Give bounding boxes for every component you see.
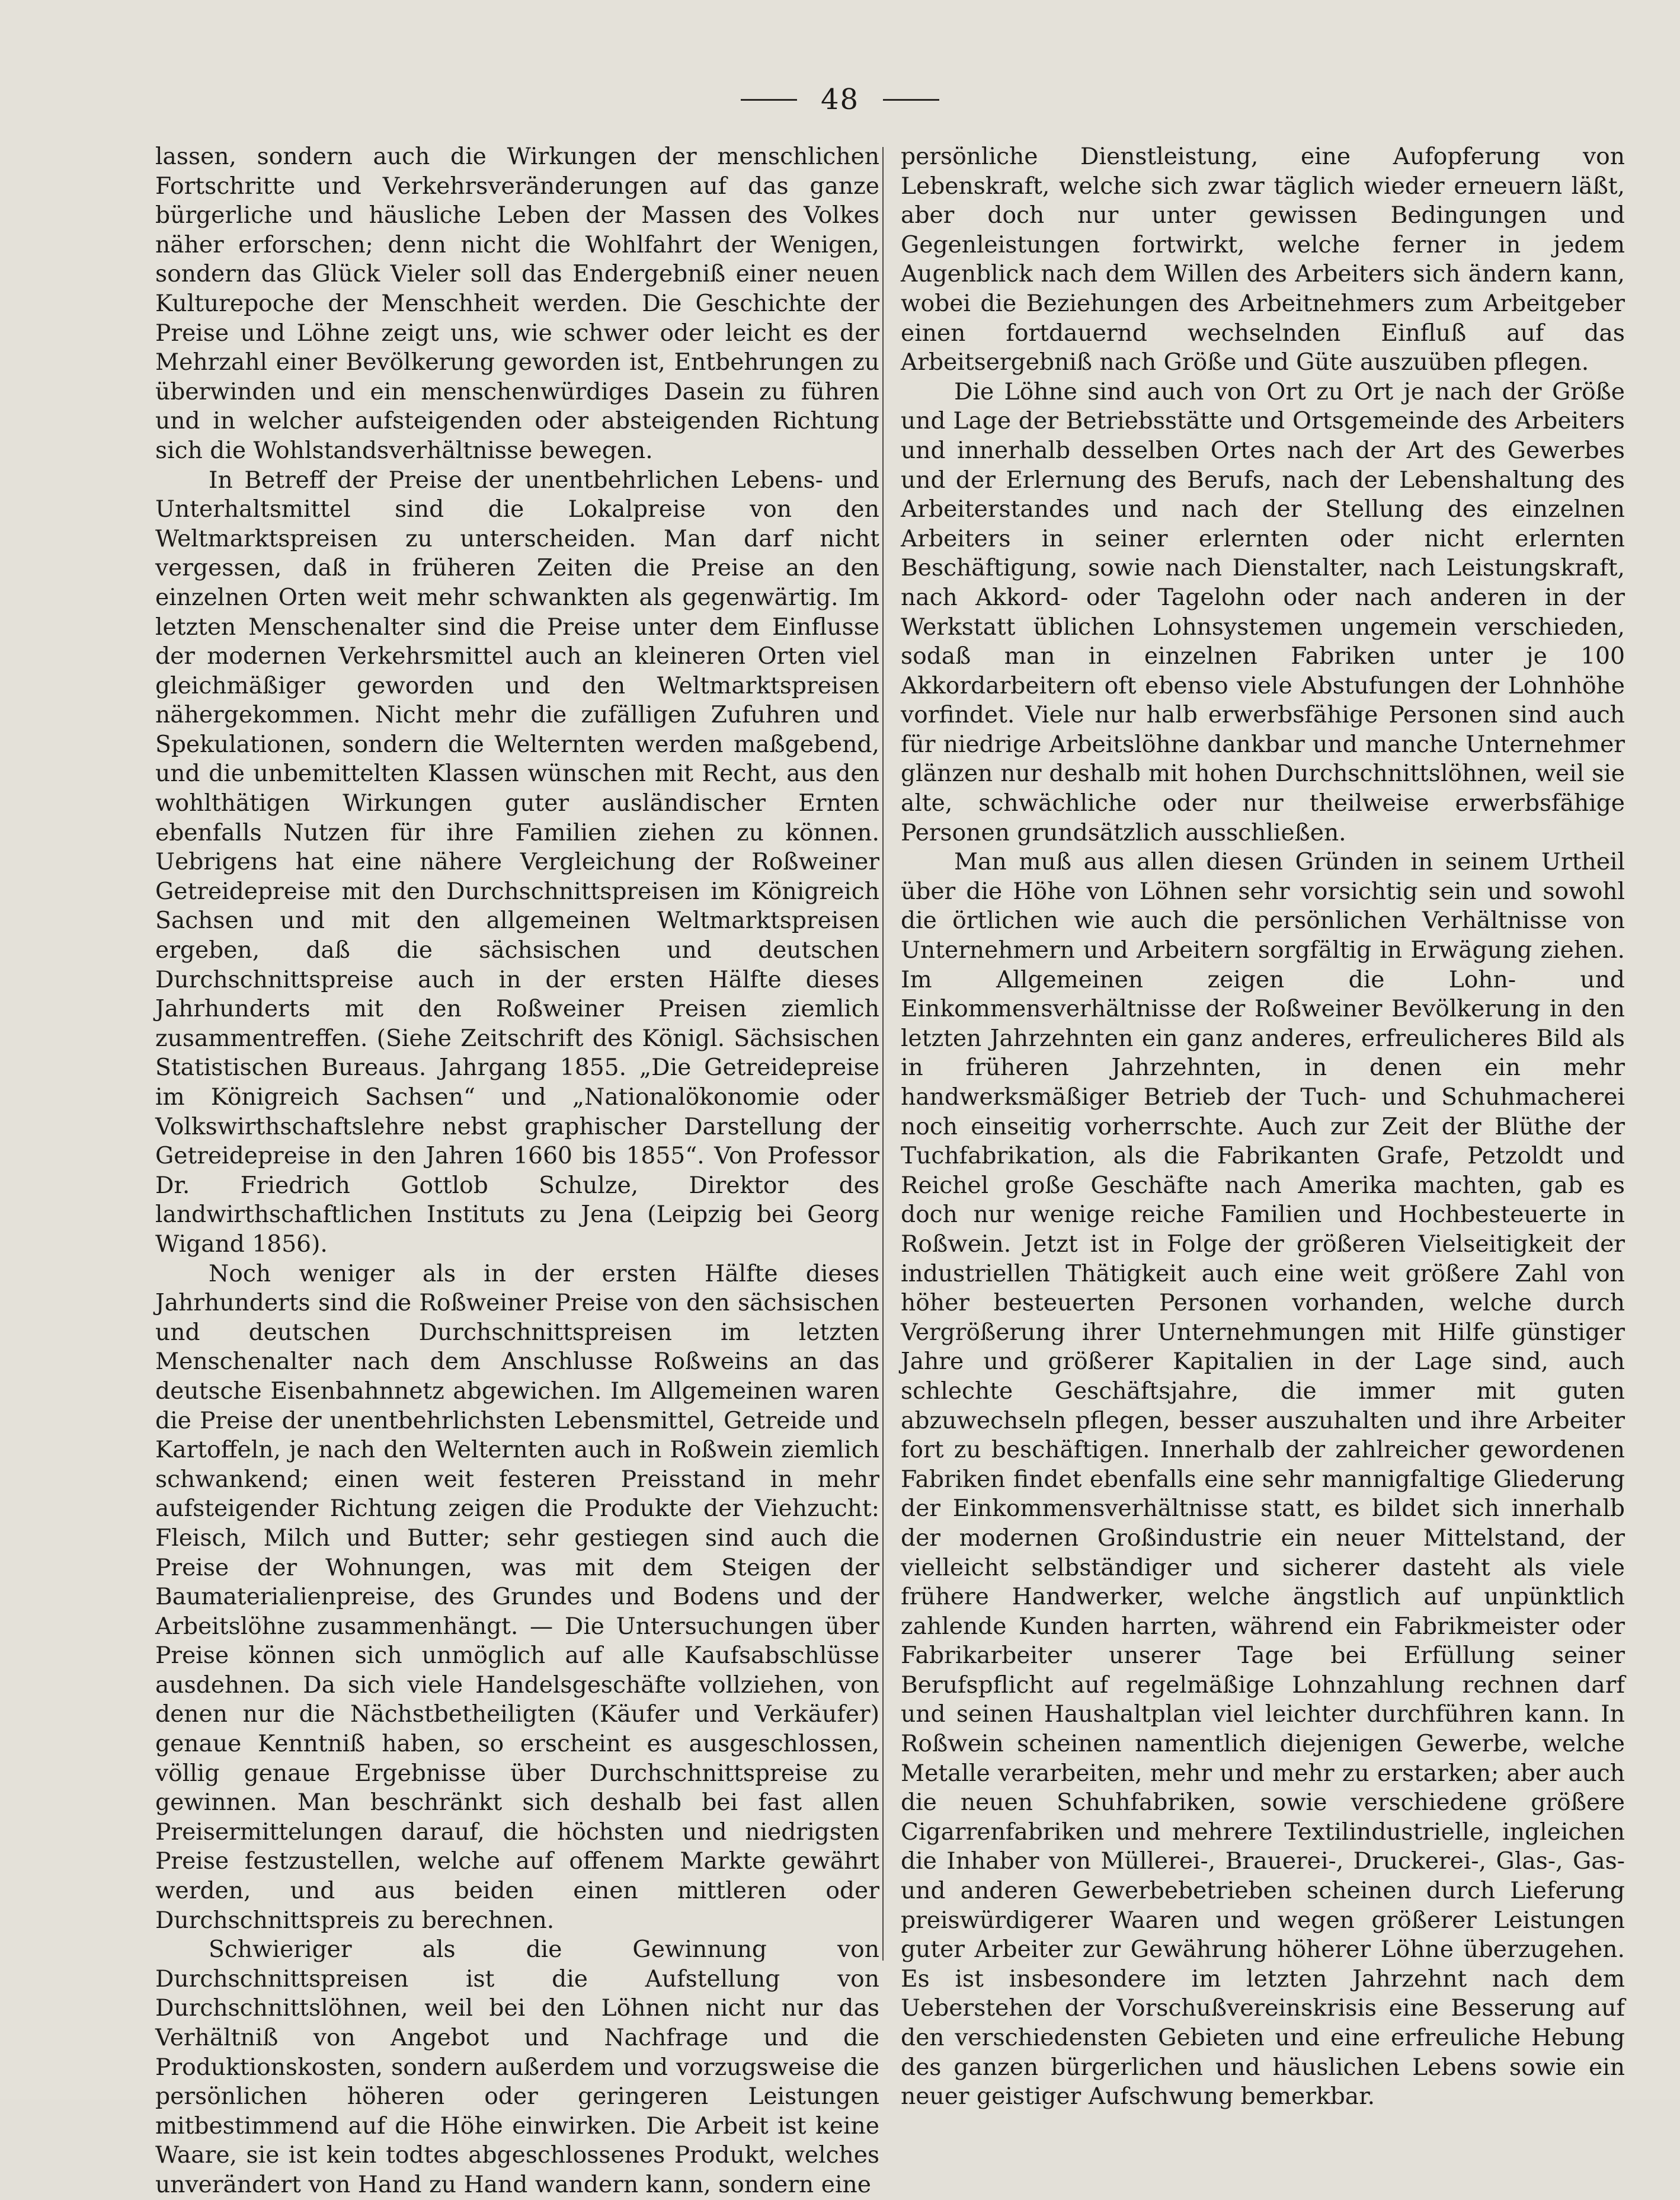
paragraph: Noch weniger als in der ersten Hälfte dieses Jahrhunderts sind die Roßweiner Preise von den sächsischen und deutschen Durchschnittspreisen im letzten Menschenalter nach dem Anschlusse Roßweins an das deutsche Eisenbahnnetz abgewichen. Im Allgemeinen waren die Preise der unentbehrlichsten Lebensmittel, Getreide und Kartoffeln, je nach den Welternten auch in Roßwein ziemlich schwankend; einen weit festeren Preisstand in mehr aufsteigender Richtung zeigen die Produkte der Viehzucht: Fleisch, Milch und Butter; sehr gestiegen sind auch die Preise der Wohnungen, was mit dem Steigen der Baumaterialienpreise, des Grundes und Bodens und der Arbeitslöhne zusammenhängt. — Die Untersuchungen über Preise können sich unmöglich auf alle Kaufsabschlüsse ausdehnen. Da sich viele Handelsgeschäfte vollziehen, von denen nur die Nächstbetheiligten (Käufer und Verkäufer) genaue Kenntniß haben, so erscheint es ausgeschlossen, völlig genaue Ergebnisse über Durchschnittspreise zu gewinnen. Man beschränkt sich deshalb bei fast allen Preisermittelungen darauf, die höchsten und niedrigsten Preise festzustellen, welche auf offenem Markte gewährt werden, und aus beiden einen mittleren oder Durchschnittspreis zu berechnen. — [155, 1260, 879, 1934]
left-column — [155, 142, 879, 2200]
paragraph: persönliche Dienstleistung, eine Aufopferung von Lebenskraft, welche sich zwar täglich wieder erneuern läßt, aber doch nur unter gewissen Bedingungen und Gegenleistungen fortwirkt, welche ferner in jedem Augenblick nach dem Willen des Arbeiters sich ändern kann, wobei die Beziehungen des Arbeitnehmers zum Arbeitgeber einen fortdauernd wechselnden Einfluß auf das Arbeitsergebniß nach Größe und Güte auszuüben pflegen. — [901, 143, 1625, 376]
page-header — [0, 76, 1680, 123]
paragraph: Man muß aus allen diesen Gründen in seinem Urtheil über die Höhe von Löhnen sehr vorsichtig sein und sowohl die örtlichen wie auch die persönlichen Verhältnisse von Unternehmern und Arbeitern sorgfältig in Erwägung ziehen. Im Allgemeinen zeigen die Lohn- und Einkommensverhältnisse der Roßweiner Bevölkerung in den letzten Jahrzehnten ein ganz anderes, erfreulicheres Bild als in früheren Jahrzehnten, in denen ein mehr handwerksmäßiger Betrieb der Tuch- und Schuhmacherei noch einseitig vorherrschte. Auch zur Zeit der Blüthe der Tuchfabrikation, als die Fabrikanten Grafe, Petzoldt und Reichel große Geschäfte nach Amerika machten, gab es doch nur wenige reiche Familien und Hochbesteuerte in Roßwein. Jetzt ist in Folge der größeren Vielseitigkeit der industriellen Thätigkeit auch eine weit größere Zahl von höher besteuerten Personen vorhanden, welche durch Vergrößerung ihrer Unternehmungen mit Hilfe günstiger Jahre und größerer Kapitalien in der Lage sind, auch schlechte Geschäftsjahre, die immer mit guten abzuwechseln pflegen, besser auszuhalten und ihre Arbeiter fort zu beschäftigen. Innerhalb der zahlreicher gewordenen Fabriken findet ebenfalls eine sehr mannigfaltige Gliederung der Einkommensverhältnisse statt, es bildet sich innerhalb der modernen Großindustrie ein neuer Mittelstand, der vielleicht selbständiger und sicherer dasteht als viele frühere Handwerker, welche ängstlich auf unpünktlich zahlende Kunden harrten, während ein Fabrikmeister oder Fabrikarbeiter unserer Tage bei Erfüllung seiner Berufspflicht auf regelmäßige Lohnzahlung rechnen darf und seinen Haushaltplan viel leichter durchführen kann. In Roßwein scheinen namentlich diejenigen Gewerbe, welche Metalle verarbeiten, mehr und mehr zu erstarken; aber auch die neuen Schuhfabriken, sowie verschiedene größere Cigarrenfabriken und mehrere Textilindustrielle, ingleichen die Inhaber von Müllerei-, Brauerei-, Druckerei-, Glas-, Gas- und anderen Gewerbebetrieben scheinen durch Lieferung preiswürdigerer Waaren und wegen größerer Leistungen guter Arbeiter zur Gewährung höherer Löhne überzugehen. Es ist insbesondere im letzten Jahrzehnt nach dem Ueberstehen der Vorschußvereinskrisis eine Besserung auf den verschiedensten Gebieten und eine erfreuliche Hebung des ganzen bürgerlichen und häuslichen Lebens sowie ein neuer geistiger Aufschwung bemerkbar. — [901, 849, 1625, 2111]
header-rule-left — [741, 99, 797, 101]
paragraph: In Betreff der Preise der unentbehrlichen Lebens- und Unterhaltsmittel sind die Lokalpreise von den Weltmarktspreisen zu unterscheiden. Man darf nicht vergessen, daß in früheren Zeiten die Preise an den einzelnen Orten weit mehr schwankten als gegenwärtig. Im letzten Menschenalter sind die Preise unter dem Einflusse der modernen Verkehrsmittel auch an kleineren Orten viel gleichmäßiger geworden und den Weltmarktspreisen nähergekommen. Nicht mehr die zufälligen Zufuhren und Spekulationen, sondern die Welternten werden maßgebend, und die unbemittelten Klassen wünschen mit Recht, aus den wohlthätigen Wirkungen guter ausländischer Ernten ebenfalls Nutzen für ihre Familien ziehen zu können. Uebrigens hat eine nähere Vergleichung der Roßweiner Getreidepreise mit den Durchschnittspreisen im Königreich Sachsen und mit den allgemeinen Weltmarktspreisen ergeben, daß die sächsischen und deutschen Durchschnittspreise auch in der ersten Hälfte dieses Jahrhunderts mit den Roßweiner Preisen ziemlich zusammentreffen. (Siehe Zeitschrift des Königl. Sächsischen Statistischen Bureaus. Jahrgang 1855. „Die Getreidepreise im Königreich Sachsen“ und „Nationalökonomie oder Volkswirthschaftslehre nebst graphischer Darstellung der Getreidepreise in den Jahren 1660 bis 1855“. Von Professor Dr. Friedrich Gottlob Schulze, Direktor des landwirthschaftlichen Instituts zu Jena (Leipzig bei Georg Wigand 1856). — [155, 466, 879, 1258]
right-column — [901, 142, 1625, 2112]
paragraph: Die Löhne sind auch von Ort zu Ort je nach der Größe und Lage der Betriebsstätte und Ortsgemeinde des Arbeiters und innerhalb desselben Ortes nach der Art des Gewerbes und der Erlernung des Berufs, nach der Lebenshaltung des Arbeiterstandes und nach der Stellung des einzelnen Arbeiters in seiner erlernten oder nicht erlernten Beschäftigung, sowie nach Dienstalter, nach Leistungskraft, nach Akkord- oder Tagelohn oder nach anderen in der Werkstatt üblichen Lohnsystemen ungemein verschieden, sodaß man in einzelnen Fabriken unter je 100 Akkordarbeitern oft ebenso viele Abstufungen der Lohnhöhe vorfindet. Viele nur halb erwerbsfähige Personen sind auch für niedrige Arbeitslöhne dankbar und manche Unternehmer glänzen nur deshalb mit hohen Durchschnittslöhnen, weil sie alte, schwächliche oder nur theilweise erwerbsfähige Personen grundsätzlich ausschließen. — [901, 378, 1625, 846]
header-rule-right — [883, 99, 939, 101]
page-number: 48 — [820, 83, 860, 116]
column-divider — [882, 147, 884, 1961]
paragraph: lassen, sondern auch die Wirkungen der menschlichen Fortschritte und Verkehrsveränderungen auf das ganze bürgerliche und häusliche Leben der Massen des Volkes näher erforschen; denn nicht die Wohlfahrt der Wenigen, sondern das Glück Vieler soll das Endergebniß einer neuen Kulturepoche der Menschheit werden. Die Geschichte der Preise und Löhne zeigt uns, wie schwer oder leicht es der Mehrzahl einer Bevölkerung geworden ist, Entbehrungen zu überwinden und ein menschenwürdiges Dasein zu führen und in welcher aufsteigenden oder absteigenden Richtung sich die Wohlstandsverhältnisse bewegen. — [155, 143, 879, 464]
paragraph: Schwieriger als die Gewinnung von Durchschnittspreisen ist die Aufstellung von Durchschnittslöhnen, weil bei den Löhnen nicht nur das Verhältniß von Angebot und Nachfrage und die Produktionskosten, sondern außerdem und vorzugsweise die persönlichen höheren oder geringeren Leistungen mitbestimmend auf die Höhe einwirken. Die Arbeit ist keine Waare, sie ist kein todtes abgeschlossenes Produkt, welches unverändert von Hand zu Hand wandern kann, sondern eine — [155, 1936, 879, 2198]
